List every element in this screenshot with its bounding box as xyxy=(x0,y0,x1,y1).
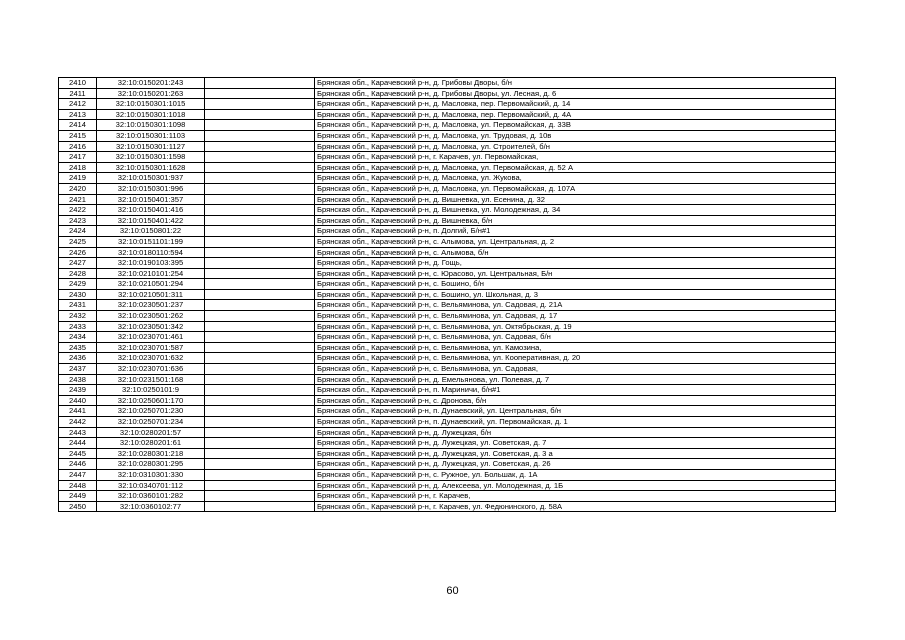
empty-cell xyxy=(205,364,315,375)
empty-cell xyxy=(205,141,315,152)
table-row xyxy=(59,205,836,216)
address-cell: Брянская обл., Карачевский р-н, с. Вельяминова, ул. Камозина, xyxy=(315,342,836,353)
table-row xyxy=(59,395,836,406)
empty-cell xyxy=(205,130,315,141)
cadastral-number-cell: 32:10:0151101:199 xyxy=(97,236,205,247)
page-number: 60 xyxy=(446,585,459,597)
row-number-cell: 2432 xyxy=(59,311,97,322)
row-number-cell: 2434 xyxy=(59,332,97,343)
table-row xyxy=(59,194,836,205)
row-number-cell: 2441 xyxy=(59,406,97,417)
row-number-cell: 2437 xyxy=(59,364,97,375)
row-number-cell: 2427 xyxy=(59,258,97,269)
row-number-cell: 2431 xyxy=(59,300,97,311)
cadastral-number-cell: 32:10:0150301:937 xyxy=(97,173,205,184)
cadastral-number-cell: 32:10:0230501:342 xyxy=(97,321,205,332)
empty-cell xyxy=(205,374,315,385)
row-number-cell: 2445 xyxy=(59,448,97,459)
address-cell: Брянская обл., Карачевский р-н, с. Бошино, б/н xyxy=(315,279,836,290)
address-cell: Брянская обл., Карачевский р-н, д. Вишневка, ул. Есенина, д. 32 xyxy=(315,194,836,205)
table-row xyxy=(59,279,836,290)
address-cell: Брянская обл., Карачевский р-н, с. Бошино, ул. Школьная, д. 3 xyxy=(315,289,836,300)
table-row xyxy=(59,311,836,322)
row-number-cell: 2444 xyxy=(59,438,97,449)
table-row xyxy=(59,491,836,502)
table-row xyxy=(59,459,836,470)
table-row xyxy=(59,109,836,120)
table-row xyxy=(59,364,836,375)
row-number-cell: 2411 xyxy=(59,88,97,99)
address-cell: Брянская обл., Карачевский р-н, д. Лужецкая, б/н xyxy=(315,427,836,438)
address-cell: Брянская обл., Карачевский р-н, д. Масловка, ул. Строителей, б/н xyxy=(315,141,836,152)
cadastral-number-cell: 32:10:0231501:168 xyxy=(97,374,205,385)
row-number-cell: 2426 xyxy=(59,247,97,258)
empty-cell xyxy=(205,173,315,184)
empty-cell xyxy=(205,395,315,406)
row-number-cell: 2448 xyxy=(59,480,97,491)
table-row xyxy=(59,480,836,491)
row-number-cell: 2439 xyxy=(59,385,97,396)
empty-cell xyxy=(205,342,315,353)
row-number-cell: 2414 xyxy=(59,120,97,131)
empty-cell xyxy=(205,459,315,470)
table-row xyxy=(59,173,836,184)
empty-cell xyxy=(205,311,315,322)
cadastral-number-cell: 32:10:0210501:294 xyxy=(97,279,205,290)
address-cell: Брянская обл., Карачевский р-н, д. Алексеева, ул. Молодежная, д. 1Б xyxy=(315,480,836,491)
address-cell: Брянская обл., Карачевский р-н, с. Вельяминова, ул. Садовая, xyxy=(315,364,836,375)
address-cell: Брянская обл., Карачевский р-н, д. Лужецкая, ул. Советская, д. 26 xyxy=(315,459,836,470)
row-number-cell: 2423 xyxy=(59,215,97,226)
address-cell: Брянская обл., Карачевский р-н, п. Дунаевский, ул. Центральная, б/н xyxy=(315,406,836,417)
address-cell: Брянская обл., Карачевский р-н, д. Масловка, ул. Трудовая, д. 10в xyxy=(315,130,836,141)
row-number-cell: 2438 xyxy=(59,374,97,385)
cadastral-number-cell: 32:10:0230701:636 xyxy=(97,364,205,375)
empty-cell xyxy=(205,491,315,502)
address-cell: Брянская обл., Карачевский р-н, с. Дронова, б/н xyxy=(315,395,836,406)
empty-cell xyxy=(205,300,315,311)
row-number-cell: 2443 xyxy=(59,427,97,438)
cadastral-number-cell: 32:10:0150401:357 xyxy=(97,194,205,205)
cadastral-number-cell: 32:10:0150201:263 xyxy=(97,88,205,99)
address-cell: Брянская обл., Карачевский р-н, д. Лужецкая, ул. Советская, д. 3 а xyxy=(315,448,836,459)
empty-cell xyxy=(205,152,315,163)
table-row xyxy=(59,258,836,269)
table-row xyxy=(59,268,836,279)
empty-cell xyxy=(205,385,315,396)
table-row xyxy=(59,374,836,385)
empty-cell xyxy=(205,321,315,332)
table-row xyxy=(59,448,836,459)
address-cell: Брянская обл., Карачевский р-н, с. Юрасово, ул. Центральная, Б/н xyxy=(315,268,836,279)
row-number-cell: 2410 xyxy=(59,78,97,89)
empty-cell xyxy=(205,427,315,438)
empty-cell xyxy=(205,353,315,364)
address-cell: Брянская обл., Карачевский р-н, д. Масловка, ул. Жукова, xyxy=(315,173,836,184)
row-number-cell: 2450 xyxy=(59,501,97,512)
row-number-cell: 2418 xyxy=(59,162,97,173)
address-cell: Брянская обл., Карачевский р-н, д. Масловка, ул. Первомайская, д. 107А xyxy=(315,183,836,194)
address-cell: Брянская обл., Карачевский р-н, д. Грибовы Дворы, б/н xyxy=(315,78,836,89)
address-cell: Брянская обл., Карачевский р-н, д. Лужецкая, ул. Советская, д. 7 xyxy=(315,438,836,449)
table-row xyxy=(59,342,836,353)
table-row xyxy=(59,321,836,332)
table-row xyxy=(59,152,836,163)
cadastral-number-cell: 32:10:0230701:461 xyxy=(97,332,205,343)
cadastral-number-cell: 32:10:0150301:1628 xyxy=(97,162,205,173)
empty-cell xyxy=(205,501,315,512)
row-number-cell: 2424 xyxy=(59,226,97,237)
cadastral-number-cell: 32:10:0150301:1598 xyxy=(97,152,205,163)
address-cell: Брянская обл., Карачевский р-н, д. Гощь, xyxy=(315,258,836,269)
cadastral-number-cell: 32:10:0150301:1127 xyxy=(97,141,205,152)
empty-cell xyxy=(205,438,315,449)
table-row xyxy=(59,332,836,343)
row-number-cell: 2447 xyxy=(59,469,97,480)
row-number-cell: 2420 xyxy=(59,183,97,194)
row-number-cell: 2430 xyxy=(59,289,97,300)
table-row xyxy=(59,141,836,152)
registry-table-body xyxy=(59,78,836,512)
empty-cell xyxy=(205,279,315,290)
empty-cell xyxy=(205,183,315,194)
row-number-cell: 2415 xyxy=(59,130,97,141)
cadastral-number-cell: 32:10:0250601:170 xyxy=(97,395,205,406)
cadastral-number-cell: 32:10:0150301:1103 xyxy=(97,130,205,141)
cadastral-number-cell: 32:10:0230701:587 xyxy=(97,342,205,353)
row-number-cell: 2412 xyxy=(59,99,97,110)
cadastral-number-cell: 32:10:0280301:218 xyxy=(97,448,205,459)
empty-cell xyxy=(205,332,315,343)
address-cell: Брянская обл., Карачевский р-н, д. Вишневка, б/н xyxy=(315,215,836,226)
table-row xyxy=(59,501,836,512)
address-cell: Брянская обл., Карачевский р-н, с. Вельяминова, ул. Садовая, д. 17 xyxy=(315,311,836,322)
table-row xyxy=(59,438,836,449)
address-cell: Брянская обл., Карачевский р-н, п. Дунаевский, ул. Первомайская, д. 1 xyxy=(315,417,836,428)
address-cell: Брянская обл., Карачевский р-н, с. Алымова, ул. Центральная, д. 2 xyxy=(315,236,836,247)
row-number-cell: 2413 xyxy=(59,109,97,120)
row-number-cell: 2436 xyxy=(59,353,97,364)
empty-cell xyxy=(205,289,315,300)
empty-cell xyxy=(205,469,315,480)
empty-cell xyxy=(205,99,315,110)
address-cell: Брянская обл., Карачевский р-н, д. Масловка, ул. Первомайская, д. 52 А xyxy=(315,162,836,173)
table-row xyxy=(59,300,836,311)
address-cell: Брянская обл., Карачевский р-н, с. Вельяминова, ул. Садовая, б/н xyxy=(315,332,836,343)
cadastral-number-cell: 32:10:0250701:230 xyxy=(97,406,205,417)
table-row xyxy=(59,469,836,480)
address-cell: Брянская обл., Карачевский р-н, с. Ружное, ул. Большак, д. 1А xyxy=(315,469,836,480)
row-number-cell: 2442 xyxy=(59,417,97,428)
empty-cell xyxy=(205,205,315,216)
cadastral-number-cell: 32:10:0280201:61 xyxy=(97,438,205,449)
row-number-cell: 2449 xyxy=(59,491,97,502)
row-number-cell: 2421 xyxy=(59,194,97,205)
empty-cell xyxy=(205,268,315,279)
address-cell: Брянская обл., Карачевский р-н, д. Грибовы Дворы, ул. Лесная, д. 6 xyxy=(315,88,836,99)
cadastral-number-cell: 32:10:0360102:77 xyxy=(97,501,205,512)
cadastral-number-cell: 32:10:0360101:282 xyxy=(97,491,205,502)
table-row xyxy=(59,353,836,364)
cadastral-number-cell: 32:10:0150301:996 xyxy=(97,183,205,194)
address-cell: Брянская обл., Карачевский р-н, д. Емельянова, ул. Полевая, д. 7 xyxy=(315,374,836,385)
row-number-cell: 2419 xyxy=(59,173,97,184)
empty-cell xyxy=(205,120,315,131)
cadastral-number-cell: 32:10:0230501:237 xyxy=(97,300,205,311)
empty-cell xyxy=(205,162,315,173)
cadastral-number-cell: 32:10:0210501:311 xyxy=(97,289,205,300)
empty-cell xyxy=(205,215,315,226)
row-number-cell: 2440 xyxy=(59,395,97,406)
cadastral-number-cell: 32:10:0150301:1018 xyxy=(97,109,205,120)
table-row xyxy=(59,289,836,300)
cadastral-number-cell: 32:10:0190103:395 xyxy=(97,258,205,269)
cadastral-number-cell: 32:10:0150301:1015 xyxy=(97,99,205,110)
row-number-cell: 2446 xyxy=(59,459,97,470)
table-row xyxy=(59,417,836,428)
cadastral-number-cell: 32:10:0280301:295 xyxy=(97,459,205,470)
address-cell: Брянская обл., Карачевский р-н, с. Вельяминова, ул. Октябрьская, д. 19 xyxy=(315,321,836,332)
empty-cell xyxy=(205,258,315,269)
empty-cell xyxy=(205,194,315,205)
address-cell: Брянская обл., Карачевский р-н, с. Вельяминова, ул. Садовая, д. 21А xyxy=(315,300,836,311)
cadastral-number-cell: 32:10:0310301:330 xyxy=(97,469,205,480)
cadastral-number-cell: 32:10:0150301:1098 xyxy=(97,120,205,131)
empty-cell xyxy=(205,417,315,428)
empty-cell xyxy=(205,226,315,237)
cadastral-number-cell: 32:10:0250101:9 xyxy=(97,385,205,396)
row-number-cell: 2433 xyxy=(59,321,97,332)
address-cell: Брянская обл., Карачевский р-н, г. Карачев, xyxy=(315,491,836,502)
registry-table xyxy=(58,77,836,512)
empty-cell xyxy=(205,480,315,491)
table-row xyxy=(59,183,836,194)
cadastral-number-cell: 32:10:0150201:243 xyxy=(97,78,205,89)
row-number-cell: 2422 xyxy=(59,205,97,216)
table-row xyxy=(59,385,836,396)
table-row xyxy=(59,130,836,141)
address-cell: Брянская обл., Карачевский р-н, д. Вишневка, ул. Молодежная, д. 34 xyxy=(315,205,836,216)
table-row xyxy=(59,406,836,417)
address-cell: Брянская обл., Карачевский р-н, с. Алымова, б/н xyxy=(315,247,836,258)
empty-cell xyxy=(205,109,315,120)
row-number-cell: 2429 xyxy=(59,279,97,290)
cadastral-number-cell: 32:10:0280201:57 xyxy=(97,427,205,438)
row-number-cell: 2416 xyxy=(59,141,97,152)
cadastral-number-cell: 32:10:0150401:416 xyxy=(97,205,205,216)
address-cell: Брянская обл., Карачевский р-н, г. Карачев, ул. Первомайская, xyxy=(315,152,836,163)
empty-cell xyxy=(205,406,315,417)
table-row xyxy=(59,99,836,110)
empty-cell xyxy=(205,236,315,247)
table-row xyxy=(59,78,836,89)
table-row xyxy=(59,215,836,226)
address-cell: Брянская обл., Карачевский р-н, д. Масловка, ул. Первомайская, д. 33В xyxy=(315,120,836,131)
table-row xyxy=(59,88,836,99)
row-number-cell: 2435 xyxy=(59,342,97,353)
empty-cell xyxy=(205,448,315,459)
table-row xyxy=(59,427,836,438)
empty-cell xyxy=(205,78,315,89)
table-row xyxy=(59,226,836,237)
cadastral-number-cell: 32:10:0150801:22 xyxy=(97,226,205,237)
cadastral-number-cell: 32:10:0210101:254 xyxy=(97,268,205,279)
address-cell: Брянская обл., Карачевский р-н, п. Долгий, Б/н#1 xyxy=(315,226,836,237)
cadastral-number-cell: 32:10:0230501:262 xyxy=(97,311,205,322)
row-number-cell: 2417 xyxy=(59,152,97,163)
cadastral-number-cell: 32:10:0180110:594 xyxy=(97,247,205,258)
cadastral-number-cell: 32:10:0250701:234 xyxy=(97,417,205,428)
address-cell: Брянская обл., Карачевский р-н, п. Мариничи, б/н#1 xyxy=(315,385,836,396)
cadastral-number-cell: 32:10:0230701:632 xyxy=(97,353,205,364)
row-number-cell: 2425 xyxy=(59,236,97,247)
empty-cell xyxy=(205,247,315,258)
table-row xyxy=(59,162,836,173)
address-cell: Брянская обл., Карачевский р-н, г. Карачев, ул. Федюнинского, д. 58А xyxy=(315,501,836,512)
address-cell: Брянская обл., Карачевский р-н, д. Масловка, пер. Первомайский, д. 14 xyxy=(315,99,836,110)
empty-cell xyxy=(205,88,315,99)
cadastral-number-cell: 32:10:0340701:112 xyxy=(97,480,205,491)
table-row xyxy=(59,120,836,131)
table-row xyxy=(59,236,836,247)
row-number-cell: 2428 xyxy=(59,268,97,279)
address-cell: Брянская обл., Карачевский р-н, д. Масловка, пер. Первомайский, д. 4А xyxy=(315,109,836,120)
cadastral-number-cell: 32:10:0150401:422 xyxy=(97,215,205,226)
table-row xyxy=(59,247,836,258)
address-cell: Брянская обл., Карачевский р-н, с. Вельяминова, ул. Кооперативная, д. 20 xyxy=(315,353,836,364)
